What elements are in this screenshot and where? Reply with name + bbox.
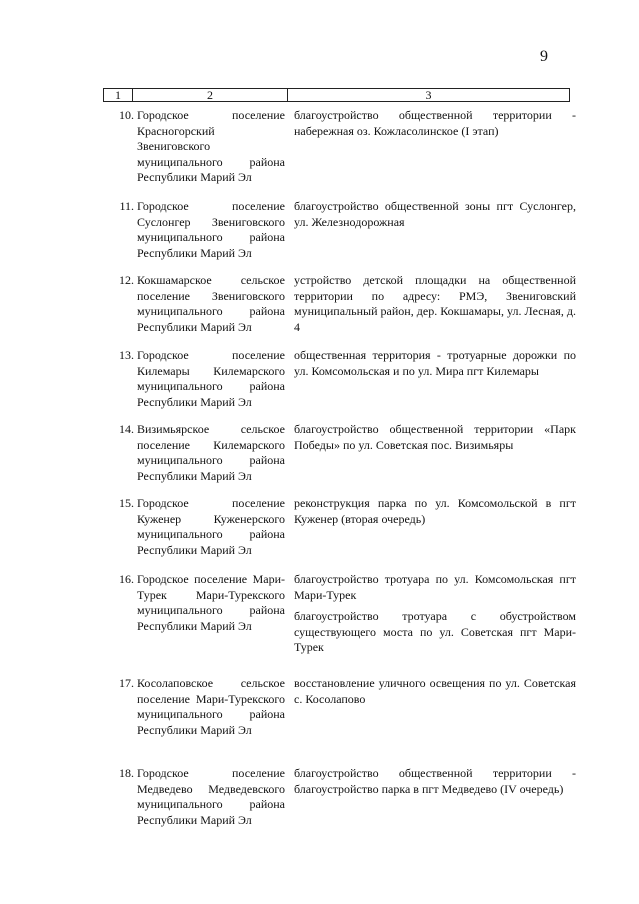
project-description xyxy=(294,766,576,828)
row-number: 13. xyxy=(119,348,134,362)
project-item: восстановление уличного освещения по ул. Советская с. Косолапово xyxy=(294,676,576,706)
municipality-name: Городское поселение Куженер Куженерского муниципального района Республики Марий Эл xyxy=(137,496,285,557)
project-item: благоустройство тротуара по ул. Комсомольская пгт Мари-Турек xyxy=(294,572,576,602)
header-col-1: 1 xyxy=(104,89,133,102)
row-number: 10. xyxy=(119,108,134,122)
project-description xyxy=(294,422,576,484)
municipality-name: Городское поселение Мари-Турек Мари-Турекского муниципального района Республики Марий Эл xyxy=(137,572,285,633)
table-row xyxy=(103,199,576,261)
row-number: 14. xyxy=(119,422,134,436)
project-description xyxy=(294,273,576,335)
project-item: реконструкция парка по ул. Комсомольской в пгт Куженер (вторая очередь) xyxy=(294,496,576,526)
project-item: благоустройство общественной территории «Парк Победы» по ул. Советская пос. Визимьяры xyxy=(294,422,576,452)
header-col-2: 2 xyxy=(133,89,288,102)
municipality-name: Косолаповское сельское поселение Мари-Турекского муниципального района Республики Марий Эл xyxy=(137,676,285,737)
project-item: благоустройство общественной территории - набережная оз. Кожласолинское (I этап) xyxy=(294,108,576,138)
project-description xyxy=(294,496,576,558)
project-item: устройство детской площадки на общественной территории по адресу: РМЭ, Звениговский муниципальный район, дер. Кокшамары, ул. Лесная, д. 4 xyxy=(294,273,576,334)
project-item: общественная территория - тротуарные дорожки по ул. Комсомольская и по ул. Мира пгт Килемары xyxy=(294,348,576,378)
row-number: 12. xyxy=(119,273,134,287)
project-description xyxy=(294,348,576,410)
project-description xyxy=(294,676,576,738)
municipality-name: Городское поселение Медведево Медведевского муниципального района Республики Марий Эл xyxy=(137,766,285,827)
table-row xyxy=(103,108,576,186)
project-item: благоустройство общественной зоны пгт Суслонгер, ул. Железнодорожная xyxy=(294,199,576,229)
municipality-name: Городское поселение Килемары Килемарского муниципального района Республики Марий Эл xyxy=(137,348,285,409)
table-row xyxy=(103,572,576,656)
row-number: 17. xyxy=(119,676,134,690)
table-row xyxy=(103,273,576,335)
municipality-name: Городское поселение Красногорский Звениговского муниципального района Республики Марий Эл xyxy=(137,108,285,184)
municipality-name: Кокшамарское сельское поселение Звениговского муниципального района Республики Марий Эл xyxy=(137,273,285,334)
table-row xyxy=(103,496,576,558)
row-number: 11. xyxy=(119,199,134,213)
table-row xyxy=(103,422,576,484)
project-description xyxy=(294,572,576,656)
header-col-3: 3 xyxy=(288,89,570,102)
table-header xyxy=(103,88,570,102)
table-row xyxy=(103,676,576,738)
table-row xyxy=(103,766,576,828)
project-description xyxy=(294,108,576,186)
row-number: 15. xyxy=(119,496,134,510)
municipality-name: Визимьярское сельское поселение Килемарского муниципального района Республики Марий Эл xyxy=(137,422,285,483)
municipality-name: Городское поселение Суслонгер Звениговского муниципального района Республики Марий Эл xyxy=(137,199,285,260)
table-row xyxy=(103,348,576,410)
page-number: 9 xyxy=(540,48,548,65)
row-number: 18. xyxy=(119,766,134,780)
project-item: благоустройство тротуара с обустройством существующего моста по ул. Советская пгт Мари-Турек xyxy=(294,609,576,654)
project-description xyxy=(294,199,576,261)
project-item: благоустройство общественной территории - благоустройство парка в пгт Медведево (IV очередь) xyxy=(294,766,576,796)
row-number: 16. xyxy=(119,572,134,586)
